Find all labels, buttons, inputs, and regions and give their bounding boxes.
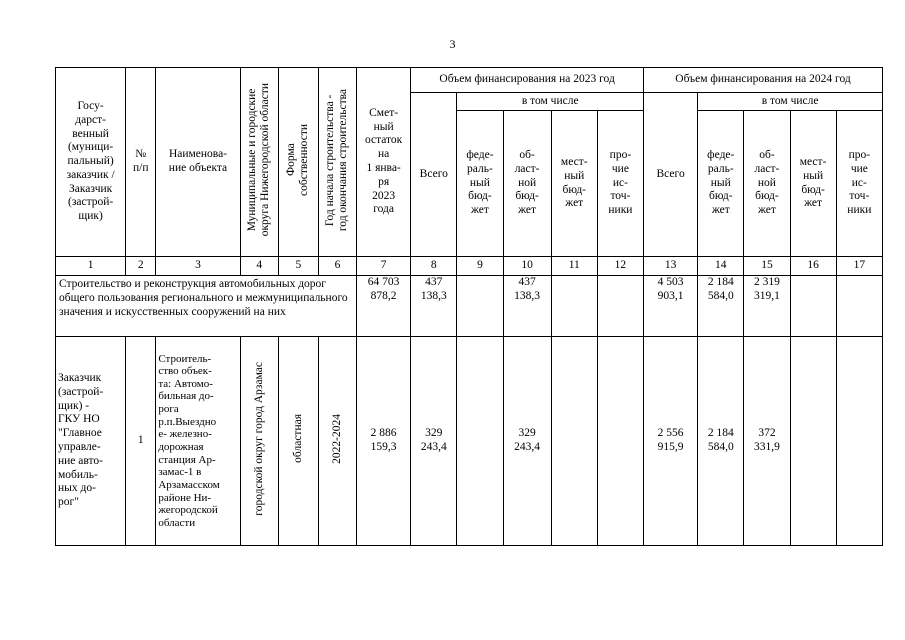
col-number: 14 [698,257,744,276]
col-number: 7 [357,257,411,276]
header-years: Год начала строительства - год окончания строительства [318,68,356,257]
section-regional-2023: 437 138,3 [503,276,551,337]
section-row [56,276,883,337]
row-regional-2023: 329 243,4 [503,337,551,546]
col-number: 16 [790,257,836,276]
row-regional-2024: 372 331,9 [744,337,790,546]
header-federal-2024: феде- раль- ный бюд- жет [698,111,744,257]
row-other-2024 [836,337,882,546]
section-local-2024 [790,276,836,337]
financing-table [55,67,883,546]
row-other-2023 [597,337,643,546]
row-total-2023: 329 243,4 [411,337,457,546]
row-customer: Заказчик (застрой- щик) - ГКУ НО "Главное управле- ние авто- мобиль- ных до- рог" [56,337,126,546]
section-federal-2024: 2 184 584,0 [698,276,744,337]
header-regional-2023: об- ласт- ной бюд- жет [503,111,551,257]
col-number: 5 [278,257,318,276]
section-regional-2024: 2 319 319,1 [744,276,790,337]
row-object-name: Строитель- ство объек- та: Автомо- бильная до- рога р.п.Выездно е- железно- дорожная станция Ар- замас-1 в Арзамасском районе Ни- жегородской области [156,337,240,546]
header-num: № п/п [126,68,156,257]
header-local-2024: мест- ный бюд- жет [790,111,836,257]
header-total-2024: Всего [644,93,698,257]
header-customer: Госу- дарст- венный (муници- пальный) заказчик / Заказчик (застрой- щик) [56,68,126,257]
header-municipal: Муниципальные и городские округа Нижегородской области [240,68,278,257]
col-number: 8 [411,257,457,276]
header-total-2023: Всего [411,93,457,257]
col-number: 10 [503,257,551,276]
col-number: 12 [597,257,643,276]
section-other-2023 [597,276,643,337]
header-other-2024: про- чие ис- точ- ники [836,111,882,257]
col-number: 4 [240,257,278,276]
column-numbers-row [56,257,883,276]
section-total-2024: 4 503 903,1 [644,276,698,337]
row-num: 1 [126,337,156,546]
row-ownership: областная [278,337,318,546]
col-number: 17 [836,257,882,276]
row-federal-2024: 2 184 584,0 [698,337,744,546]
header-regional-2024: об- ласт- ной бюд- жет [744,111,790,257]
row-municipal: городской округ город Арзамас [240,337,278,546]
header-fin-2024: Объем финансирования на 2024 год [644,68,883,93]
row-local-2023 [551,337,597,546]
col-number: 9 [457,257,503,276]
row-local-2024 [790,337,836,546]
row-years: 2022-2024 [318,337,356,546]
row-estimate: 2 886 159,3 [357,337,411,546]
row-federal-2023 [457,337,503,546]
section-title: Строительство и реконструкция автомобильных дорог общего пользования регионального и межмуниципального значения и искусственных сооружений на них [56,276,357,337]
header-row-1 [56,68,883,93]
header-object-name: Наименова- ние объекта [156,68,240,257]
col-number: 2 [126,257,156,276]
col-number: 13 [644,257,698,276]
header-estimate: Смет- ный остаток на 1 янва- ря 2023 года [357,68,411,257]
header-federal-2023: феде- раль- ный бюд- жет [457,111,503,257]
row-total-2024: 2 556 915,9 [644,337,698,546]
col-number: 15 [744,257,790,276]
header-other-2023: про- чие ис- точ- ники [597,111,643,257]
section-other-2024 [836,276,882,337]
table-row [56,337,883,546]
header-including-2024: в том числе [698,93,883,111]
section-estimate: 64 703 878,2 [357,276,411,337]
page-number: 3 [449,37,456,51]
header-fin-2023: Объем финансирования на 2023 год [411,68,644,93]
col-number: 1 [56,257,126,276]
section-local-2023 [551,276,597,337]
header-local-2023: мест- ный бюд- жет [551,111,597,257]
section-federal-2023 [457,276,503,337]
header-including-2023: в том числе [457,93,644,111]
col-number: 11 [551,257,597,276]
col-number: 6 [318,257,356,276]
col-number: 3 [156,257,240,276]
section-total-2023: 437 138,3 [411,276,457,337]
header-ownership: Форма собственности [278,68,318,257]
